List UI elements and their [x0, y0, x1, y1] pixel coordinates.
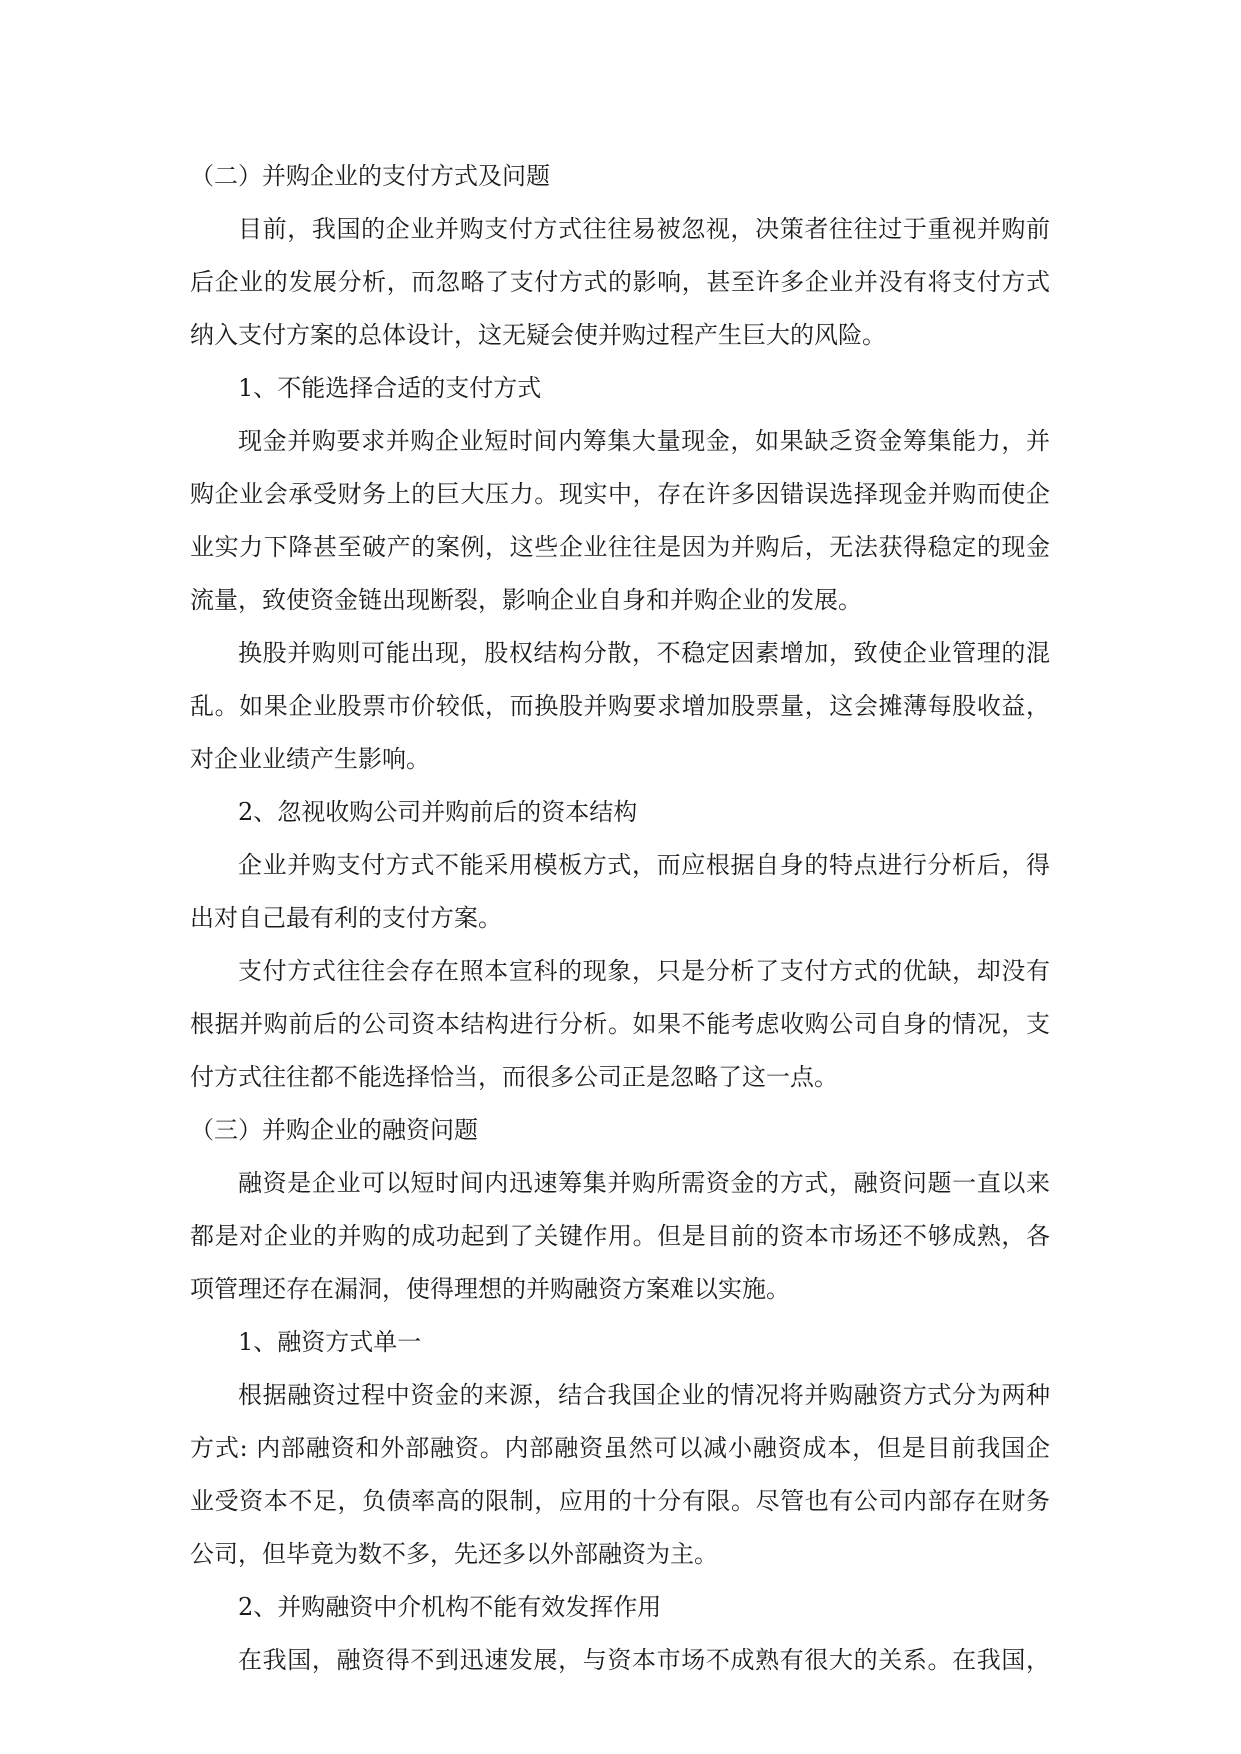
paragraph-line: 融资是企业可以短时间内迅速筹集并购所需资金的方式，融资问题一直以来 — [238, 1169, 1050, 1197]
paragraph-line: 后企业的发展分析，而忽略了支付方式的影响，甚至许多企业并没有将支付方式 — [190, 268, 1050, 296]
paragraph-line: 流量，致使资金链出现断裂，影响企业自身和并购企业的发展。 — [190, 586, 862, 614]
document-page — [190, 150, 1050, 1687]
paragraph-line: 付方式往往都不能选择恰当，而很多公司正是忽略了这一点。 — [190, 1063, 838, 1091]
paragraph-line: 对企业业绩产生影响。 — [190, 745, 430, 773]
paragraph-line: 换股并购则可能出现，股权结构分散，不稳定因素增加，致使企业管理的混 — [238, 639, 1050, 667]
paragraph-line: 都是对企业的并购的成功起到了关键作用。但是目前的资本市场还不够成熟，各 — [190, 1222, 1050, 1250]
paragraph-line: 购企业会承受财务上的巨大压力。现实中，存在许多因错误选择现金并购而使企 — [190, 480, 1050, 508]
paragraph-line: 目前，我国的企业并购支付方式往往易被忽视，决策者往往过于重视并购前 — [238, 215, 1050, 243]
subsection-heading: 2、忽视收购公司并购前后的资本结构 — [238, 798, 638, 826]
paragraph-line: 根据并购前后的公司资本结构进行分析。如果不能考虑收购公司自身的情况，支 — [190, 1010, 1050, 1038]
paragraph-line: 现金并购要求并购企业短时间内筹集大量现金，如果缺乏资金筹集能力，并 — [238, 427, 1050, 455]
paragraph-line: 支付方式往往会存在照本宣科的现象，只是分析了支付方式的优缺，却没有 — [238, 957, 1050, 985]
paragraph-line: 根据融资过程中资金的来源，结合我国企业的情况将并购融资方式分为两种 — [238, 1381, 1050, 1409]
paragraph-line: 项管理还存在漏洞，使得理想的并购融资方案难以实施。 — [190, 1275, 790, 1303]
paragraph-line: 出对自己最有利的支付方案。 — [190, 904, 502, 932]
section-heading: （三）并购企业的融资问题 — [190, 1116, 478, 1144]
paragraph-line: 乱。如果企业股票市价较低，而换股并购要求增加股票量，这会摊薄每股收益， — [190, 692, 1050, 720]
paragraph-line: 纳入支付方案的总体设计，这无疑会使并购过程产生巨大的风险。 — [190, 321, 886, 349]
subsection-heading: 2、并购融资中介机构不能有效发挥作用 — [238, 1593, 662, 1621]
subsection-heading: 1、不能选择合适的支付方式 — [238, 374, 542, 402]
paragraph-line: 公司，但毕竟为数不多，先还多以外部融资为主。 — [190, 1540, 718, 1568]
paragraph-line: 在我国，融资得不到迅速发展，与资本市场不成熟有很大的关系。在我国， — [238, 1646, 1050, 1674]
paragraph-line: 企业并购支付方式不能采用模板方式，而应根据自身的特点进行分析后，得 — [238, 851, 1050, 879]
paragraph-line: 业实力下降甚至破产的案例，这些企业往往是因为并购后，无法获得稳定的现金 — [190, 533, 1050, 561]
subsection-heading: 1、融资方式单一 — [238, 1328, 422, 1356]
paragraph-line: 业受资本不足，负债率高的限制，应用的十分有限。尽管也有公司内部存在财务 — [190, 1487, 1050, 1515]
paragraph-line: 方式: 内部融资和外部融资。内部融资虽然可以减小融资成本，但是目前我国企 — [190, 1434, 1050, 1462]
section-heading: （二）并购企业的支付方式及问题 — [190, 162, 550, 190]
